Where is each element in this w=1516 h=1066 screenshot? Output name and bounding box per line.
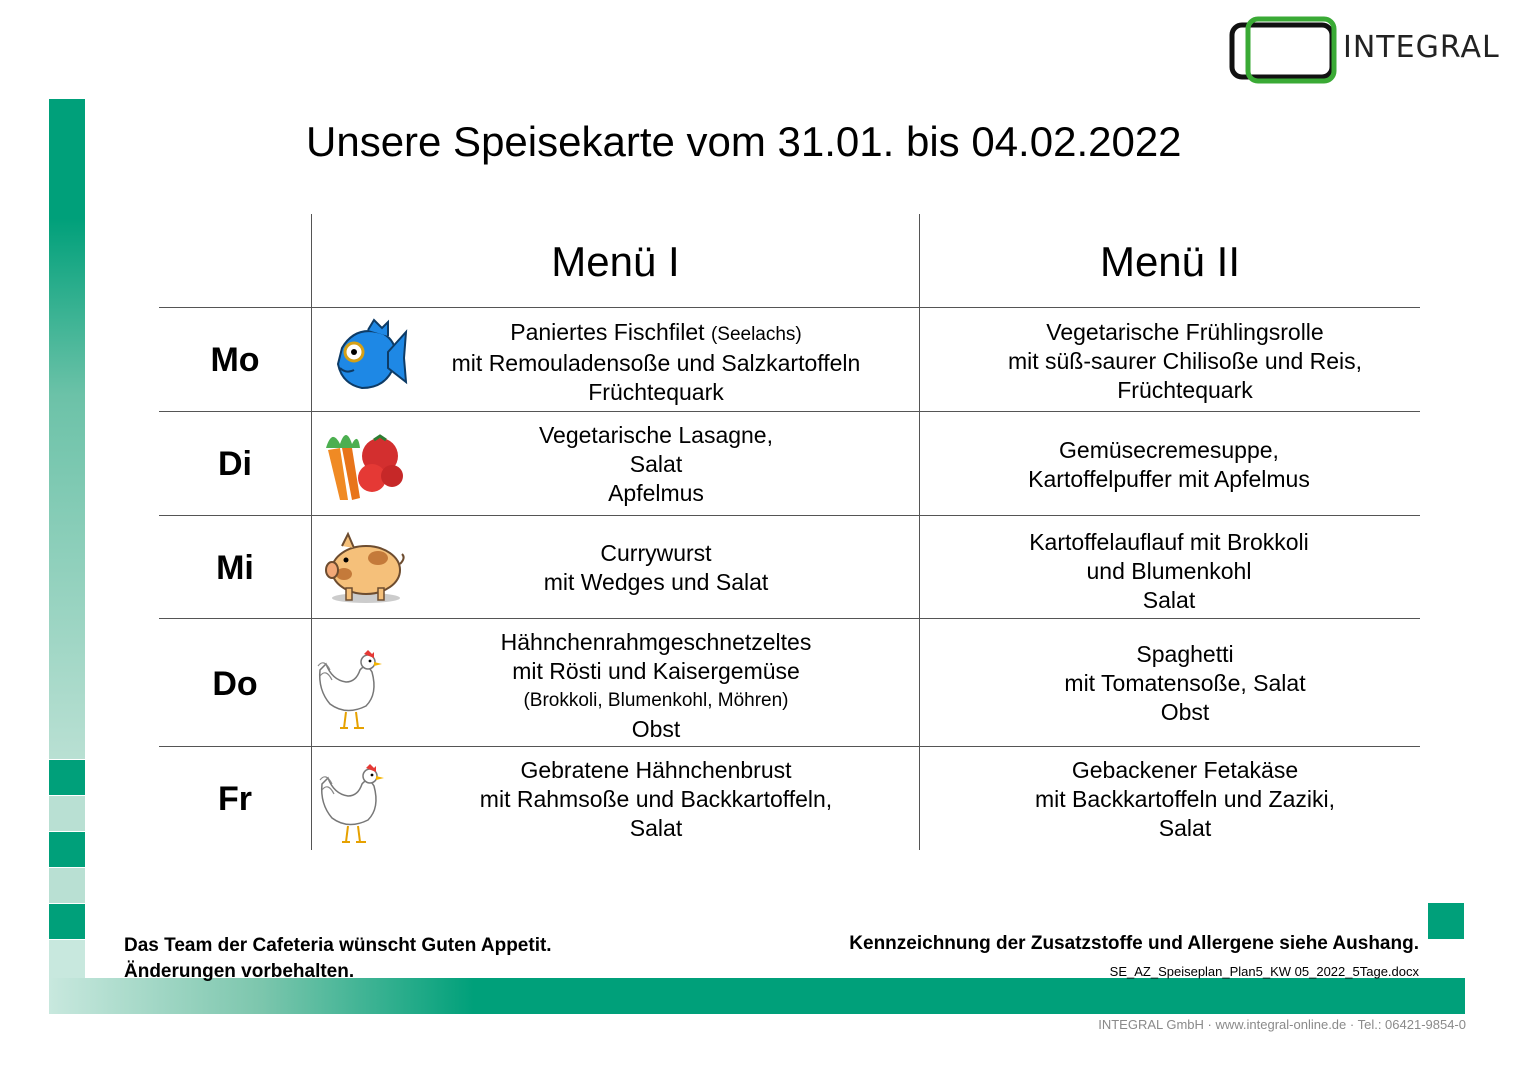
dish-line: mit Backkartoffeln und Zaziki, bbox=[1035, 786, 1335, 812]
dish-line: Paniertes Fischfilet bbox=[510, 319, 705, 345]
dish-line: mit Rahmsoße und Backkartoffeln, bbox=[479, 786, 833, 812]
dish-note: (Brokkoli, Blumenkohl, Möhren) bbox=[523, 690, 789, 711]
dish-line: Salat bbox=[629, 451, 683, 477]
footer-line: Das Team der Cafeteria wünscht Guten Appetit. bbox=[124, 935, 552, 956]
day-label: Do bbox=[212, 665, 258, 703]
dish-line: Kartoffelpuffer mit Apfelmus bbox=[1028, 466, 1310, 492]
row-divider bbox=[159, 411, 1420, 412]
fish-icon bbox=[328, 318, 408, 398]
menu2-cell bbox=[955, 318, 1415, 405]
dish-line: Gebackener Fetakäse bbox=[1071, 757, 1299, 783]
day-label: Fr bbox=[218, 780, 252, 818]
menu2-cell bbox=[920, 528, 1418, 615]
company-contact: INTEGRAL GmbH · www.integral-online.de · Tel.: 06421-9854-0 bbox=[1098, 1017, 1466, 1032]
footer-line: Änderungen vorbehalten. bbox=[124, 961, 355, 982]
menu1-cell bbox=[406, 539, 906, 597]
dish-line: Salat bbox=[629, 815, 683, 841]
row-divider bbox=[159, 515, 1420, 516]
row-divider bbox=[159, 307, 1420, 308]
dish-line: Spaghetti bbox=[1136, 641, 1234, 667]
dish-note: (Seelachs) bbox=[710, 324, 802, 345]
dish-line: Gebratene Hähnchenbrust bbox=[520, 757, 792, 783]
dish-line: Obst bbox=[1160, 699, 1210, 725]
footer-greeting bbox=[124, 933, 552, 985]
dish-line: Vegetarische Frühlingsrolle bbox=[1046, 319, 1324, 345]
dish-line: mit Rösti und Kaisergemüse bbox=[512, 658, 800, 684]
dish-line: Apfelmus bbox=[608, 480, 704, 506]
dish-line: Gemüsecremesuppe, bbox=[1059, 437, 1279, 463]
menu1-cell bbox=[406, 318, 906, 407]
dish-line: mit Remouladensoße und Salzkartoffeln bbox=[451, 350, 861, 376]
row-divider bbox=[159, 618, 1420, 619]
menu1-cell bbox=[406, 756, 906, 843]
dish-line: Salat bbox=[1158, 815, 1212, 841]
brand-name: INTEGRAL bbox=[1343, 30, 1500, 65]
left-decor-square bbox=[49, 760, 85, 795]
row-divider bbox=[159, 746, 1420, 747]
dish-line: mit Wedges und Salat bbox=[543, 569, 769, 595]
left-decor-bar bbox=[49, 99, 85, 759]
left-decor-square bbox=[49, 868, 85, 903]
footer-allergen-note: Kennzeichnung der Zusatzstoffe und Allergene siehe Aushang. bbox=[849, 933, 1419, 954]
menu1-header: Menü I bbox=[551, 238, 680, 285]
dish-line: Currywurst bbox=[600, 540, 712, 566]
dish-line: Kartoffelauflauf mit Brokkoli bbox=[1029, 529, 1309, 555]
day-label: Mi bbox=[216, 549, 254, 587]
dish-line: mit süß-saurer Chilisoße und Reis, bbox=[1007, 348, 1363, 374]
chicken-icon bbox=[318, 764, 388, 846]
vegetables-icon bbox=[318, 426, 404, 502]
left-decor-square bbox=[49, 904, 85, 939]
dish-line: Vegetarische Lasagne, bbox=[538, 422, 773, 448]
menu2-cell bbox=[955, 640, 1415, 727]
dish-line: Hähnchenrahmgeschnetzeltes bbox=[500, 629, 812, 655]
column-divider bbox=[311, 214, 312, 850]
day-label: Di bbox=[218, 445, 252, 483]
dish-line: Früchtequark bbox=[1117, 377, 1253, 403]
chicken-icon bbox=[316, 650, 386, 732]
menu1-cell bbox=[406, 628, 906, 744]
left-decor-square bbox=[49, 832, 85, 867]
document-name: SE_AZ_Speiseplan_Plan5_KW 05_2022_5Tage.docx bbox=[1109, 964, 1419, 979]
dish-line: mit Tomatensoße, Salat bbox=[1064, 670, 1306, 696]
dish-line: Salat bbox=[1142, 587, 1196, 613]
menu2-header: Menü II bbox=[1099, 238, 1241, 285]
menu2-cell bbox=[955, 756, 1415, 843]
day-label: Mo bbox=[210, 341, 260, 379]
left-decor-square bbox=[49, 796, 85, 831]
pig-icon bbox=[322, 530, 406, 606]
dish-line: und Blumenkohl bbox=[1086, 558, 1252, 584]
menu2-cell bbox=[920, 436, 1418, 494]
page-title: Unsere Speisekarte vom 31.01. bis 04.02.2022 bbox=[306, 118, 1182, 165]
dish-line: Früchtequark bbox=[588, 379, 724, 405]
dish-line: Obst bbox=[631, 716, 681, 742]
right-decor-square bbox=[1428, 903, 1464, 939]
menu1-cell bbox=[406, 421, 906, 508]
